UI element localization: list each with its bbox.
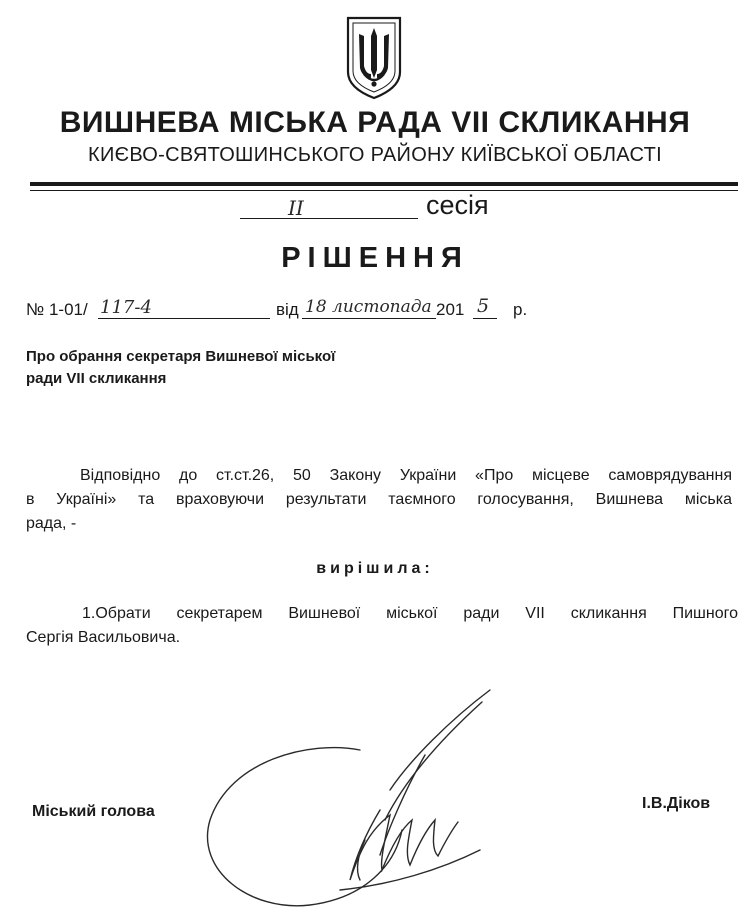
- subject-line-2: ради VII скликання: [26, 370, 167, 387]
- year-prefix: 201: [436, 300, 465, 319]
- coat-of-arms-emblem: [344, 14, 404, 100]
- signatory-name: І.В.Діков: [642, 795, 711, 812]
- council-subtitle: КИЄВО-СВЯТОШИНСЬКОГО РАЙОНУ КИЇВСЬКОЇ ОБЛАСТІ: [88, 144, 662, 166]
- preamble-line-1: Відповідно до ст.ст.26, 50 Закону України «Про місцеве самоврядування: [80, 467, 732, 484]
- year-underline: [473, 318, 497, 319]
- header-divider-thin: [30, 190, 738, 191]
- date-prefix: від: [276, 300, 299, 319]
- year-digit-handwritten: 5: [477, 295, 490, 317]
- decision-number-prefix: № 1-01/: [26, 300, 88, 319]
- decision-number-underline: [98, 318, 270, 319]
- resolution-item-1-line-1: 1.Обрати секретарем Вишневої міської ради VII скликання Пишного: [82, 605, 738, 622]
- decision-subject: [26, 346, 335, 390]
- preamble-line-2: в Україні» та враховуючи результати таємного голосування, Вишнева міська: [26, 491, 732, 508]
- session-number-underline: [240, 218, 418, 219]
- resolution-item-1: [26, 602, 738, 650]
- council-title: ВИШНЕВА МІСЬКА РАДА VII СКЛИКАННЯ: [59, 106, 691, 139]
- decision-title: РІШЕННЯ: [281, 242, 469, 274]
- decision-number-handwritten: 117-4: [100, 297, 152, 318]
- resolution-item-1-line-2: Сергія Васильовича.: [26, 629, 181, 646]
- session-number-handwritten: II: [288, 196, 304, 220]
- preamble-line-3: рада, -: [26, 515, 77, 532]
- signatory-position: Міський голова: [32, 803, 155, 820]
- date-handwritten: 18 листопада: [305, 297, 432, 317]
- date-underline: [302, 318, 436, 319]
- resolved-heading: вирішила:: [316, 560, 434, 577]
- year-suffix: р.: [513, 300, 528, 319]
- handwritten-signature: [190, 680, 510, 920]
- session-label: сесія: [426, 190, 489, 220]
- header-divider-thick: [30, 182, 738, 186]
- preamble-paragraph: [26, 464, 732, 536]
- subject-line-1: Про обрання секретаря Вишневої міської: [26, 348, 336, 365]
